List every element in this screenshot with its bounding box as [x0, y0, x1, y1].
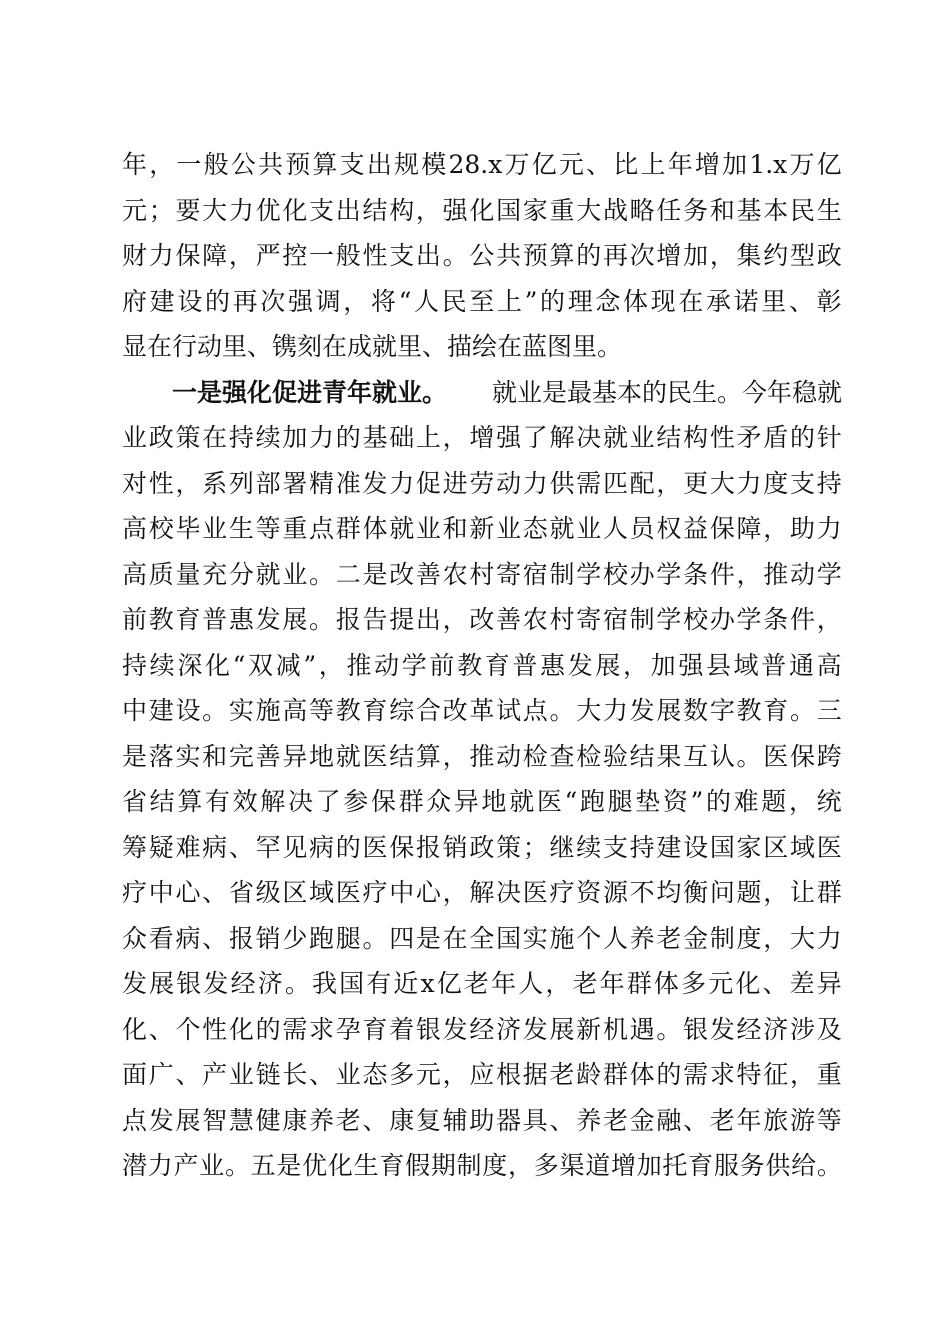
text-line: 化 、 个 性 化 的 需 求 孕 育 着 银 发 经 济 发 展 新 机 遇 。 银 发 经 济 涉 及 [122, 1014, 842, 1044]
text-line: 对 性 ， 系 列 部 署 精 准 发 力 促 进 劳 动 力 供 需 匹 配 ， 更 大 力 度 支 持 [122, 468, 842, 498]
text-line: 筹 疑 难 病 、 罕 见 病 的 医 保 报 销 政 策 ； 继 续 支 持 建 设 国 家 区 域 医 [122, 832, 842, 862]
text-line: 众 看 病 、 报 销 少 跑 腿 。 四 是 在 全 国 实 施 个 人 养 老 金 制 度 ， 大 力 [122, 923, 842, 953]
text-line: 高 校 毕 业 生 等 重 点 群 体 就 业 和 新 业 态 就 业 人 员 权 益 保 障 ， 助 力 [122, 514, 842, 543]
text-line: 发 展 银 发 经 济 。 我 国 有 近 x 亿 老 年 人 ， 老 年 群 体 多 元 化 、 差 异 [122, 969, 842, 998]
text-line: 潜 力 产 业 。 五 是 优 化 生 育 假 期 制 度 ， 多 渠 道 增 加 托 育 服 务 供 给 。 [122, 1151, 842, 1180]
text-line: 年 ， 一 般 公 共 预 算 支 出 规 模 28.x 万 亿 元 、 比 上 年 增 加 1.x 万 亿 [122, 150, 842, 179]
text-line: 中 建 设 。 实 施 高 等 教 育 综 合 改 革 试 点 。 大 力 发 展 数 字 教 育 。 三 [122, 696, 842, 725]
text-line: 前 教 育 普 惠 发 展 。 报 告 提 出 ， 改 善 农 村 寄 宿 制 学 校 办 学 条 件 ， [122, 605, 842, 634]
text-line: 是 落 实 和 完 善 异 地 就 医 结 算 ， 推 动 检 查 检 验 结 果 互 认 。 医 保 跨 [122, 741, 842, 771]
paragraph-heading-line [122, 370, 842, 416]
text-line: 省 结 算 有 效 解 决 了 参 保 群 众 异 地 就 医 “ 跑 腿 垫 资 ” 的 难 题 ， 统 [122, 787, 842, 816]
text-line: 点 发 展 智 慧 健 康 养 老 、 康 复 辅 助 器 具 、 养 老 金 融 、 老 年 旅 游 等 [122, 1105, 842, 1135]
text-line: 财 力 保 障 ， 严 控 一 般 性 支 出 。 公 共 预 算 的 再 次 增 加 ， 集 约 型 政 [122, 241, 842, 270]
text-line: 疗 中 心 、 省 级 区 域 医 疗 中 心 ， 解 决 医 疗 资 源 不 均 衡 问 题 ， 让 群 [122, 878, 842, 907]
text-line: 持 续 深 化 “ 双 减 ” ， 推 动 学 前 教 育 普 惠 发 展 ， 加 强 县 域 普 通 高 [122, 650, 842, 680]
text-line: 府 建 设 的 再 次 强 调 ， 将 “ 人 民 至 上 ” 的 理 念 体 现 在 承 诺 里 、 彰 [122, 286, 842, 316]
body-text [122, 142, 842, 1189]
text-line: 高 质 量 充 分 就 业 。 二 是 改 善 农 村 寄 宿 制 学 校 办 学 条 件 ， 推 动 学 [122, 559, 842, 589]
text-line: 业 政 策 在 持 续 加 力 的 基 础 上 ， 增 强 了 解 决 就 业 结 构 性 矛 盾 的 针 [122, 423, 842, 452]
text-line: 显在行动里、镌刻在成就里、描绘在蓝图里。 [122, 332, 623, 361]
text-line: 元 ； 要 大 力 优 化 支 出 结 构 ， 强 化 国 家 重 大 战 略 任 务 和 基 本 民 生 [122, 195, 842, 225]
paragraph-heading-rest: 就业是最基本的民生。今年稳就 [491, 377, 842, 407]
text-line: 面 广 、 产 业 链 长 、 业 态 多 元 ， 应 根 据 老 龄 群 体 的 需 求 特 征 ， 重 [122, 1060, 842, 1089]
paragraph-heading: 一是强化促进青年就业。 [172, 377, 448, 407]
